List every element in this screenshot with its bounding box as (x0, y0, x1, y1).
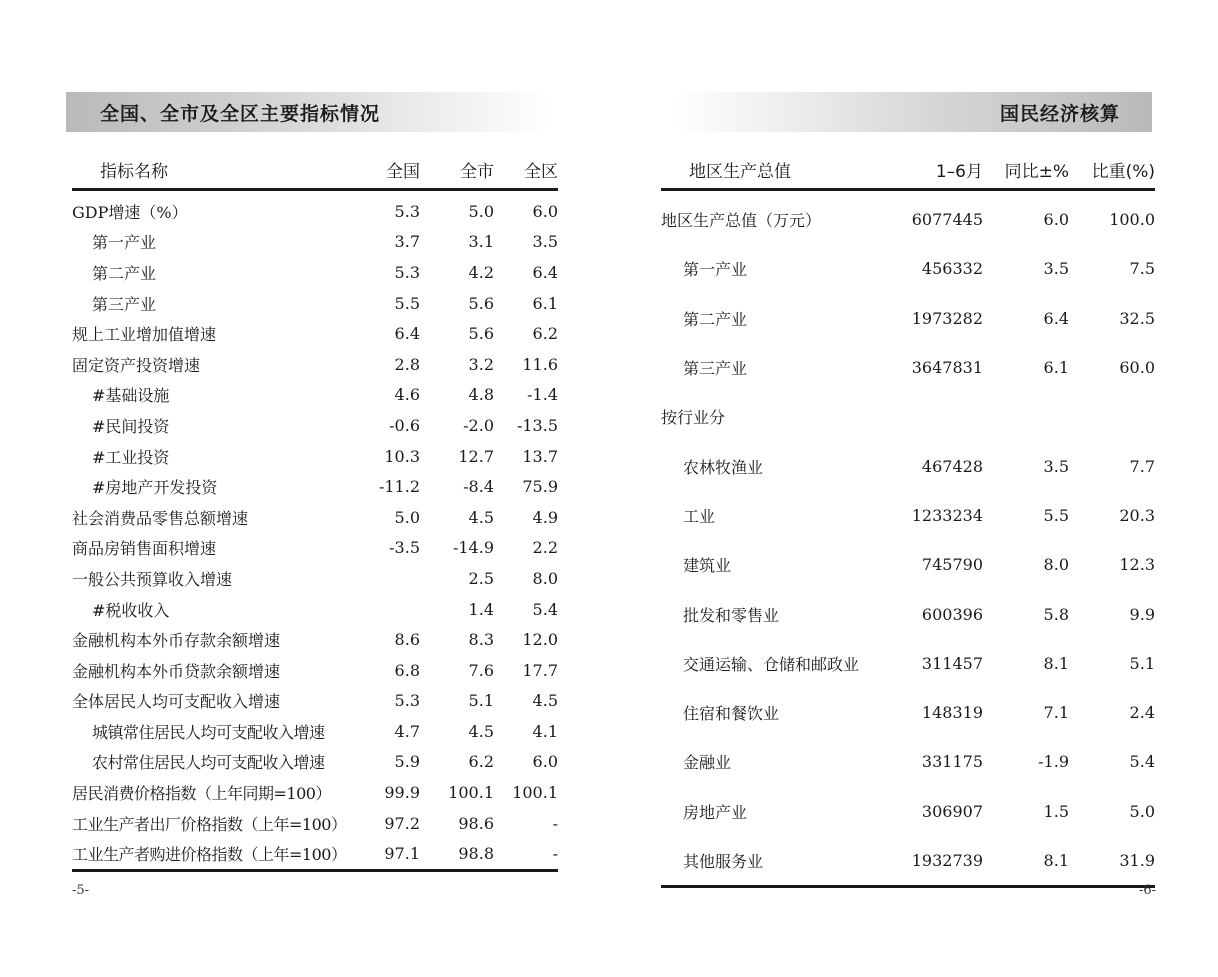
row-value: 4.7 (394, 721, 420, 741)
row-label: 建筑业 (683, 556, 732, 576)
row-value: 3.5 (532, 232, 558, 252)
row-value: 13.7 (522, 446, 558, 466)
row-label: 社会消费品零售总额增速 (72, 508, 249, 528)
row-value: 98.8 (458, 844, 494, 864)
row-value: 5.1 (468, 691, 494, 711)
row-value: 5.6 (468, 324, 494, 344)
row-value: 5.0 (394, 507, 420, 527)
row-label: #工业投资 (92, 447, 170, 467)
row-label: 第三产业 (683, 359, 748, 379)
row-value: 331175 (921, 752, 983, 772)
table-row (72, 563, 558, 594)
table-row (661, 392, 1155, 441)
row-value: 5.4 (532, 599, 558, 619)
table-row (72, 257, 558, 288)
row-label: 金融业 (683, 753, 732, 773)
right-banner (674, 92, 1152, 132)
gdp-table-header (661, 150, 1155, 191)
row-label: 按行业分 (661, 408, 726, 428)
row-value: 8.1 (1043, 653, 1069, 673)
row-value: 4.9 (532, 507, 558, 527)
table-row (661, 737, 1155, 786)
row-value: 4.5 (532, 691, 558, 711)
row-value: 2.5 (468, 568, 494, 588)
row-label: 地区生产总值（万元） (661, 211, 822, 231)
row-value: 20.3 (1119, 505, 1155, 525)
right-banner-title: 国民经济核算 (999, 102, 1120, 125)
row-value: 60.0 (1119, 358, 1155, 378)
table-row (72, 441, 558, 472)
row-value: 5.3 (394, 201, 420, 221)
indicators-table-body (72, 196, 558, 869)
row-value: 6.4 (394, 324, 420, 344)
table-row (72, 838, 558, 869)
row-value: -13.5 (516, 415, 558, 435)
table-row (72, 655, 558, 686)
row-value: 5.3 (394, 262, 420, 282)
row-value: 17.7 (522, 660, 558, 680)
header-yoy: 同比±% (1004, 161, 1069, 182)
row-label: 规上工业增加值增速 (72, 325, 217, 345)
table-row (72, 318, 558, 349)
row-value: 1233234 (911, 505, 983, 525)
row-label: #房地产开发投资 (92, 478, 218, 498)
row-value: 7.5 (1129, 259, 1155, 279)
row-value: 31.9 (1119, 851, 1155, 870)
row-label: 房地产业 (683, 802, 748, 822)
row-value: 7.1 (1043, 703, 1069, 723)
row-value: 3.5 (1043, 259, 1069, 279)
table-row (661, 343, 1155, 392)
header-share: 比重(%) (1091, 161, 1155, 182)
row-value: 12.0 (522, 630, 558, 650)
row-value: 2.8 (394, 354, 420, 374)
row-value: - (552, 813, 558, 833)
indicators-table-header (72, 150, 558, 191)
row-value: 148319 (921, 703, 983, 723)
row-value: 2.4 (1129, 703, 1155, 723)
row-value: 6.1 (1043, 358, 1069, 378)
table-row (661, 294, 1155, 343)
row-value: 100.1 (512, 783, 558, 803)
row-value: - (552, 844, 558, 864)
header-jan-jun: 1–6月 (935, 161, 983, 182)
row-value: 4.8 (468, 385, 494, 405)
table-row (72, 624, 558, 655)
row-value: 3.5 (1043, 456, 1069, 476)
table-row (72, 716, 558, 747)
row-value: -1.4 (527, 385, 558, 405)
row-value: 6.2 (468, 752, 494, 772)
row-value: 8.0 (532, 568, 558, 588)
row-value: 4.1 (532, 721, 558, 741)
table-row (72, 349, 558, 380)
row-value: 5.1 (1129, 653, 1155, 673)
table-row (72, 380, 558, 411)
row-value: 6077445 (911, 210, 983, 230)
row-value: 99.9 (384, 783, 420, 803)
row-label: #民间投资 (92, 416, 170, 436)
row-value: 12.7 (458, 446, 494, 466)
row-value: 5.9 (394, 752, 420, 772)
row-value: 1932739 (911, 851, 983, 870)
table-row (72, 686, 558, 717)
row-value: 3.1 (468, 232, 494, 252)
row-value: 6.1 (532, 293, 558, 313)
table-row (661, 589, 1155, 638)
table-row (72, 808, 558, 839)
row-value: 4.6 (394, 385, 420, 405)
row-label: 第一产业 (683, 260, 748, 280)
row-value: 6.4 (1043, 308, 1069, 328)
left-banner (66, 92, 550, 132)
row-value: 5.5 (1043, 505, 1069, 525)
row-label: 工业生产者购进价格指数（上年=100） (72, 845, 347, 865)
row-value: 6.0 (532, 752, 558, 772)
row-value: 32.5 (1119, 308, 1155, 328)
gdp-table-body (661, 195, 1155, 885)
row-value: 8.6 (394, 630, 420, 650)
row-value: 11.6 (522, 354, 558, 374)
row-value: 456332 (921, 259, 983, 279)
table-row (72, 777, 558, 808)
row-value: 5.6 (468, 293, 494, 313)
row-label: #基础设施 (92, 386, 170, 406)
row-value: 5.3 (394, 691, 420, 711)
header-indicator-name: 指标名称 (100, 161, 168, 182)
row-label: 城镇常住居民人均可支配收入增速 (92, 722, 325, 742)
row-value: 1.5 (1043, 801, 1069, 821)
row-value: -1.9 (1038, 752, 1069, 772)
row-label: #税收收入 (92, 600, 170, 620)
row-label: 第一产业 (92, 233, 157, 253)
row-value: 3647831 (911, 358, 983, 378)
row-value: 3.7 (394, 232, 420, 252)
row-label: 全体居民人均可支配收入增速 (72, 692, 281, 712)
row-label: 金融机构本外币存款余额增速 (72, 631, 281, 651)
row-value: 6.8 (394, 660, 420, 680)
table-row (661, 787, 1155, 836)
row-value: 311457 (921, 653, 983, 673)
header-national: 全国 (386, 161, 420, 182)
row-value: 6.4 (532, 262, 558, 282)
row-value: 6.2 (532, 324, 558, 344)
row-label: 固定资产投资增速 (72, 355, 201, 375)
row-value: 7.6 (468, 660, 494, 680)
row-value: 2.2 (532, 538, 558, 558)
row-label: 第三产业 (92, 294, 157, 314)
table-row (72, 471, 558, 502)
row-value: 97.2 (384, 813, 420, 833)
row-value: -0.6 (389, 415, 420, 435)
row-label: 农村常住居民人均可支配收入增速 (92, 753, 325, 773)
row-value: 306907 (921, 801, 983, 821)
row-value: 6.0 (532, 201, 558, 221)
row-value: -11.2 (378, 477, 420, 497)
table-row (72, 747, 558, 778)
row-value: 12.3 (1119, 555, 1155, 575)
row-value: 5.5 (394, 293, 420, 313)
row-value: 5.8 (1043, 604, 1069, 624)
header-district: 全区 (524, 161, 558, 182)
row-value: 5.4 (1129, 752, 1155, 772)
indicators-table-bottom-rule (72, 869, 558, 872)
row-label: 交通运输、仓储和邮政业 (683, 654, 860, 674)
gdp-table (661, 150, 1155, 888)
row-value: 97.1 (384, 844, 420, 864)
row-label: 金融机构本外币贷款余额增速 (72, 661, 281, 681)
row-value: 4.5 (468, 507, 494, 527)
table-row (661, 836, 1155, 885)
row-value: 7.7 (1129, 456, 1155, 476)
table-row (661, 540, 1155, 589)
indicators-table (72, 150, 558, 872)
row-value: 100.1 (448, 783, 494, 803)
row-value: 1973282 (911, 308, 983, 328)
row-value: 75.9 (522, 477, 558, 497)
row-value: 8.1 (1043, 851, 1069, 870)
row-label: 第二产业 (92, 263, 157, 283)
row-label: 批发和零售业 (683, 605, 780, 625)
row-value: 467428 (921, 456, 983, 476)
left-banner-title: 全国、全市及全区主要指标情况 (100, 102, 381, 125)
row-value: -8.4 (463, 477, 494, 497)
row-value: 10.3 (384, 446, 420, 466)
table-row (661, 688, 1155, 737)
row-value: 3.2 (468, 354, 494, 374)
row-label: 住宿和餐饮业 (683, 704, 780, 724)
table-row (661, 244, 1155, 293)
row-value: 745790 (921, 555, 983, 575)
row-value: 9.9 (1129, 604, 1155, 624)
row-label: 第二产业 (683, 309, 748, 329)
row-value: 5.0 (1129, 801, 1155, 821)
page-number-left: -5- (72, 883, 90, 898)
header-gdp: 地区生产总值 (689, 161, 791, 182)
row-value: -14.9 (452, 538, 494, 558)
row-label: 商品房销售面积增速 (72, 539, 217, 559)
table-row (72, 533, 558, 564)
header-city: 全市 (460, 161, 494, 182)
row-label: 工业生产者出厂价格指数（上年=100） (72, 814, 347, 834)
row-label: 居民消费价格指数（上年同期=100） (72, 784, 331, 804)
row-label: 农林牧渔业 (683, 457, 764, 477)
row-value: -2.0 (463, 415, 494, 435)
row-label: GDP增速（%） (72, 202, 188, 222)
right-page (609, 0, 1218, 977)
row-value: 98.6 (458, 813, 494, 833)
row-value: 100.0 (1109, 210, 1155, 230)
table-row (72, 410, 558, 441)
table-row (661, 441, 1155, 490)
row-value: 6.0 (1043, 210, 1069, 230)
row-value: 600396 (921, 604, 983, 624)
row-value: -3.5 (389, 538, 420, 558)
table-row (661, 195, 1155, 244)
row-value: 4.5 (468, 721, 494, 741)
gdp-table-bottom-rule (661, 885, 1155, 888)
row-label: 其他服务业 (683, 852, 764, 871)
table-row (72, 594, 558, 625)
table-row (72, 196, 558, 227)
row-value: 8.0 (1043, 555, 1069, 575)
table-row (72, 288, 558, 319)
row-label: 一般公共预算收入增速 (72, 569, 233, 589)
table-row (661, 639, 1155, 688)
table-row (72, 502, 558, 533)
row-value: 5.0 (468, 201, 494, 221)
table-row (661, 491, 1155, 540)
row-label: 工业 (683, 506, 716, 526)
row-value: 4.2 (468, 262, 494, 282)
page-number-right: -6- (1138, 883, 1156, 898)
row-value: 1.4 (468, 599, 494, 619)
row-value: 8.3 (468, 630, 494, 650)
table-row (72, 227, 558, 258)
